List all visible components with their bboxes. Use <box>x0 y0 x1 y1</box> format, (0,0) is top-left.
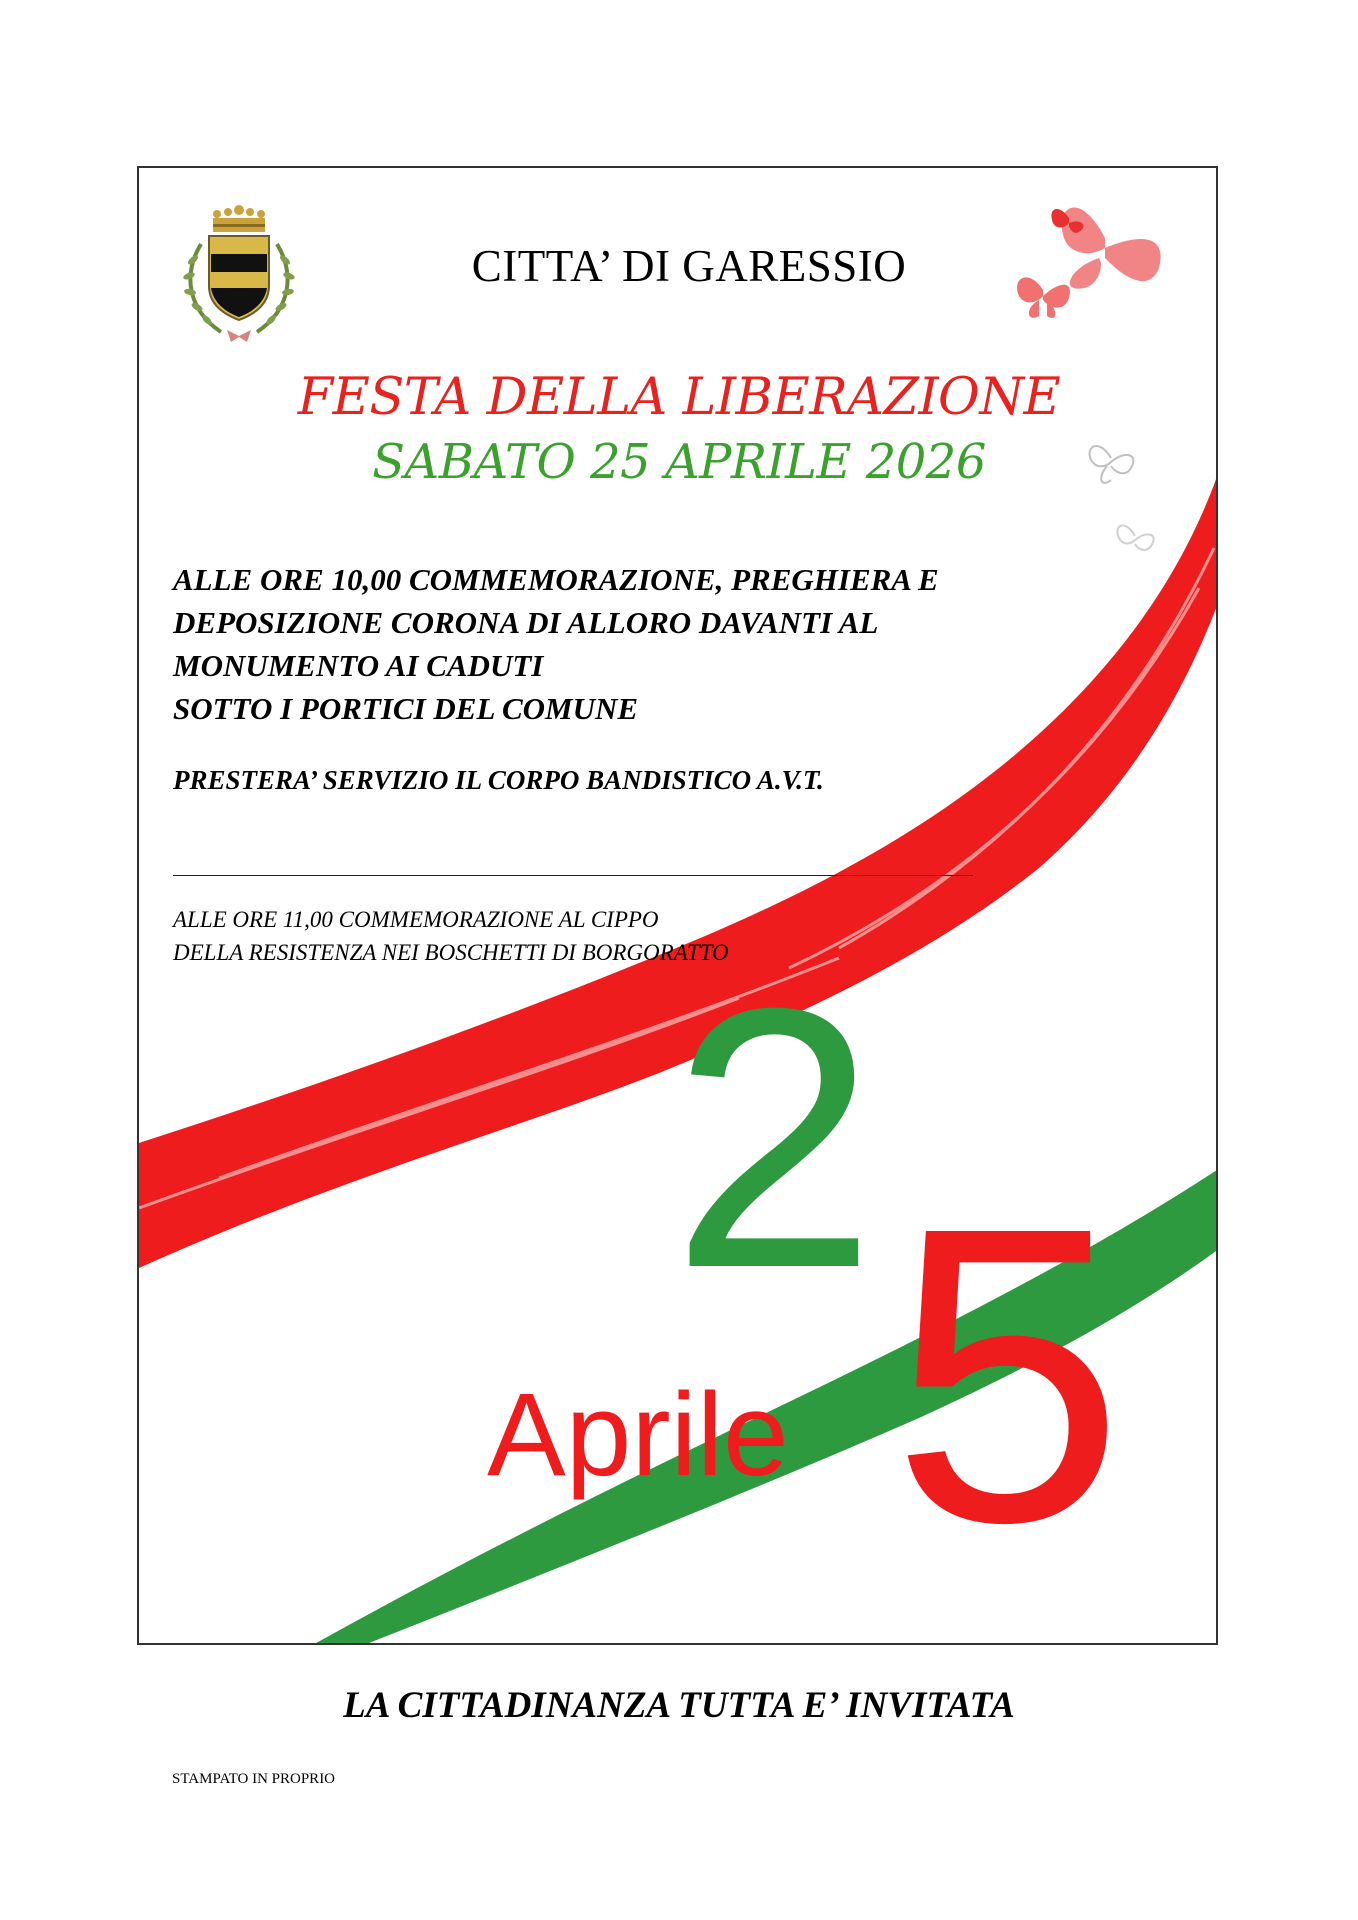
second-event-text <box>173 903 729 969</box>
big-number-5: 5 <box>891 1141 1125 1610</box>
big-number-2: 2 <box>671 932 877 1345</box>
program-line: MONUMENTO AI CADUTI <box>173 648 544 683</box>
event-title: FESTA DELLA LIBERAZIONE <box>297 368 1061 427</box>
event-date: SABATO 25 APRILE 2026 <box>372 434 986 490</box>
program-text <box>173 558 1133 730</box>
program-line: SOTTO I PORTICI DEL COMUNE <box>173 691 639 726</box>
divider <box>173 875 973 876</box>
band-notice: PRESTERA’ SERVIZIO IL CORPO BANDISTICO A.V.T. <box>173 765 824 795</box>
program-line: ALLE ORE 10,00 COMMEMORAZIONE, PREGHIERA E <box>173 562 939 597</box>
invitation-line: LA CITTADINANZA TUTTA E’ INVITATA <box>343 1685 1015 1726</box>
city-title: CITTA’ DI GARESSIO <box>471 241 907 291</box>
print-note: STAMPATO IN PROPRIO <box>172 1771 336 1787</box>
second-event-line: ALLE ORE 11,00 COMMEMORAZIONE AL CIPPO <box>173 907 659 932</box>
poster-frame <box>137 166 1218 1645</box>
coat-of-arms-icon <box>173 204 305 346</box>
program-line: DEPOSIZIONE CORONA DI ALLORO DAVANTI AL <box>173 605 879 640</box>
second-event-line: DELLA RESISTENZA NEI BOSCHETTI DI BORGORATTO <box>173 940 729 965</box>
month-label: Aprile <box>487 1369 789 1501</box>
